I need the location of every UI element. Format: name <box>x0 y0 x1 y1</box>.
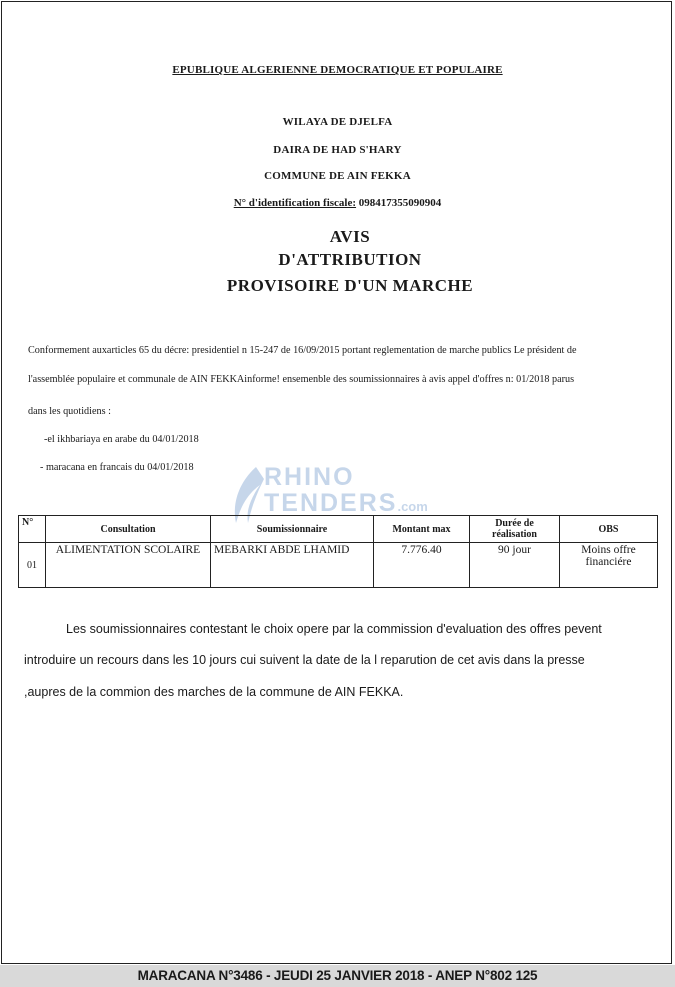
press-arabic: -el ikhbariaya en arabe du 04/01/2018 <box>44 434 199 445</box>
fiscal-label: N° d'identification fiscale: <box>233 197 357 209</box>
cell-consultation: ALIMENTATION SCOLAIRE <box>46 543 211 588</box>
watermark-line-2: TENDERS.com <box>264 489 428 517</box>
table-header-row <box>19 516 658 543</box>
header-soumissionnaire: Soumissionnaire <box>211 516 374 543</box>
recourse-line-3: ,aupres de la commion des marches de la commune de AIN FEKKA. <box>24 685 404 699</box>
republic-heading: EPUBLIQUE ALGERIENNE DEMOCRATIQUE ET POPULAIRE <box>172 64 503 76</box>
body-line-2: l'assemblée populaire et communale de AIN FEKKAinforme! ensemenble des soumissionnaires à avis appel d'offres n: 01/2018 parus <box>28 374 575 385</box>
attribution-table <box>18 515 658 588</box>
table-row <box>19 543 658 588</box>
newspaper-footer: MARACANA N°3486 - JEUDI 25 JANVIER 2018 - ANEP N°802 125 <box>0 965 675 987</box>
cell-duree: 90 jour <box>470 543 560 588</box>
fiscal-value: 098417355090904 <box>358 197 442 209</box>
cell-soumissionnaire: MEBARKI ABDE LHAMID <box>211 543 374 588</box>
fiscal-id <box>0 197 675 209</box>
header-num: N° <box>19 516 46 543</box>
header-duree: Durée de réalisation <box>470 516 560 543</box>
daira-line: DAIRA DE HAD S'HARY <box>273 144 402 156</box>
body-line-3: dans les quotidiens : <box>28 406 111 417</box>
body-line-1: Conformement auxarticles 65 du décre: presidentiel n 15-247 de 16/09/2015 portant reglementation de marche publics Le président de <box>28 345 577 356</box>
header-obs: OBS <box>560 516 658 543</box>
recourse-line-1: Les soumissionnaires contestant le choix opere par la commission d'evaluation des offres pevent <box>66 622 602 636</box>
header-montant: Montant max <box>374 516 470 543</box>
press-french: - maracana en francais du 04/01/2018 <box>40 462 194 473</box>
cell-montant: 7.776.40 <box>374 543 470 588</box>
header-consultation: Consultation <box>46 516 211 543</box>
cell-num: 01 <box>19 543 46 588</box>
title-attribution: D'ATTRIBUTION <box>278 250 422 269</box>
title-avis: AVIS <box>329 227 371 246</box>
recourse-line-2: introduire un recours dans les 10 jours cui suivent la date de la l reparution de cet avis dans la presse <box>24 653 585 667</box>
wilaya-line: WILAYA DE DJELFA <box>282 116 393 128</box>
watermark-line-1: RHINO <box>264 463 355 491</box>
title-provisoire: PROVISOIRE D'UN MARCHE <box>226 276 474 295</box>
commune-line: COMMUNE DE AIN FEKKA <box>264 170 411 182</box>
cell-obs: Moins offre financiére <box>560 543 658 588</box>
